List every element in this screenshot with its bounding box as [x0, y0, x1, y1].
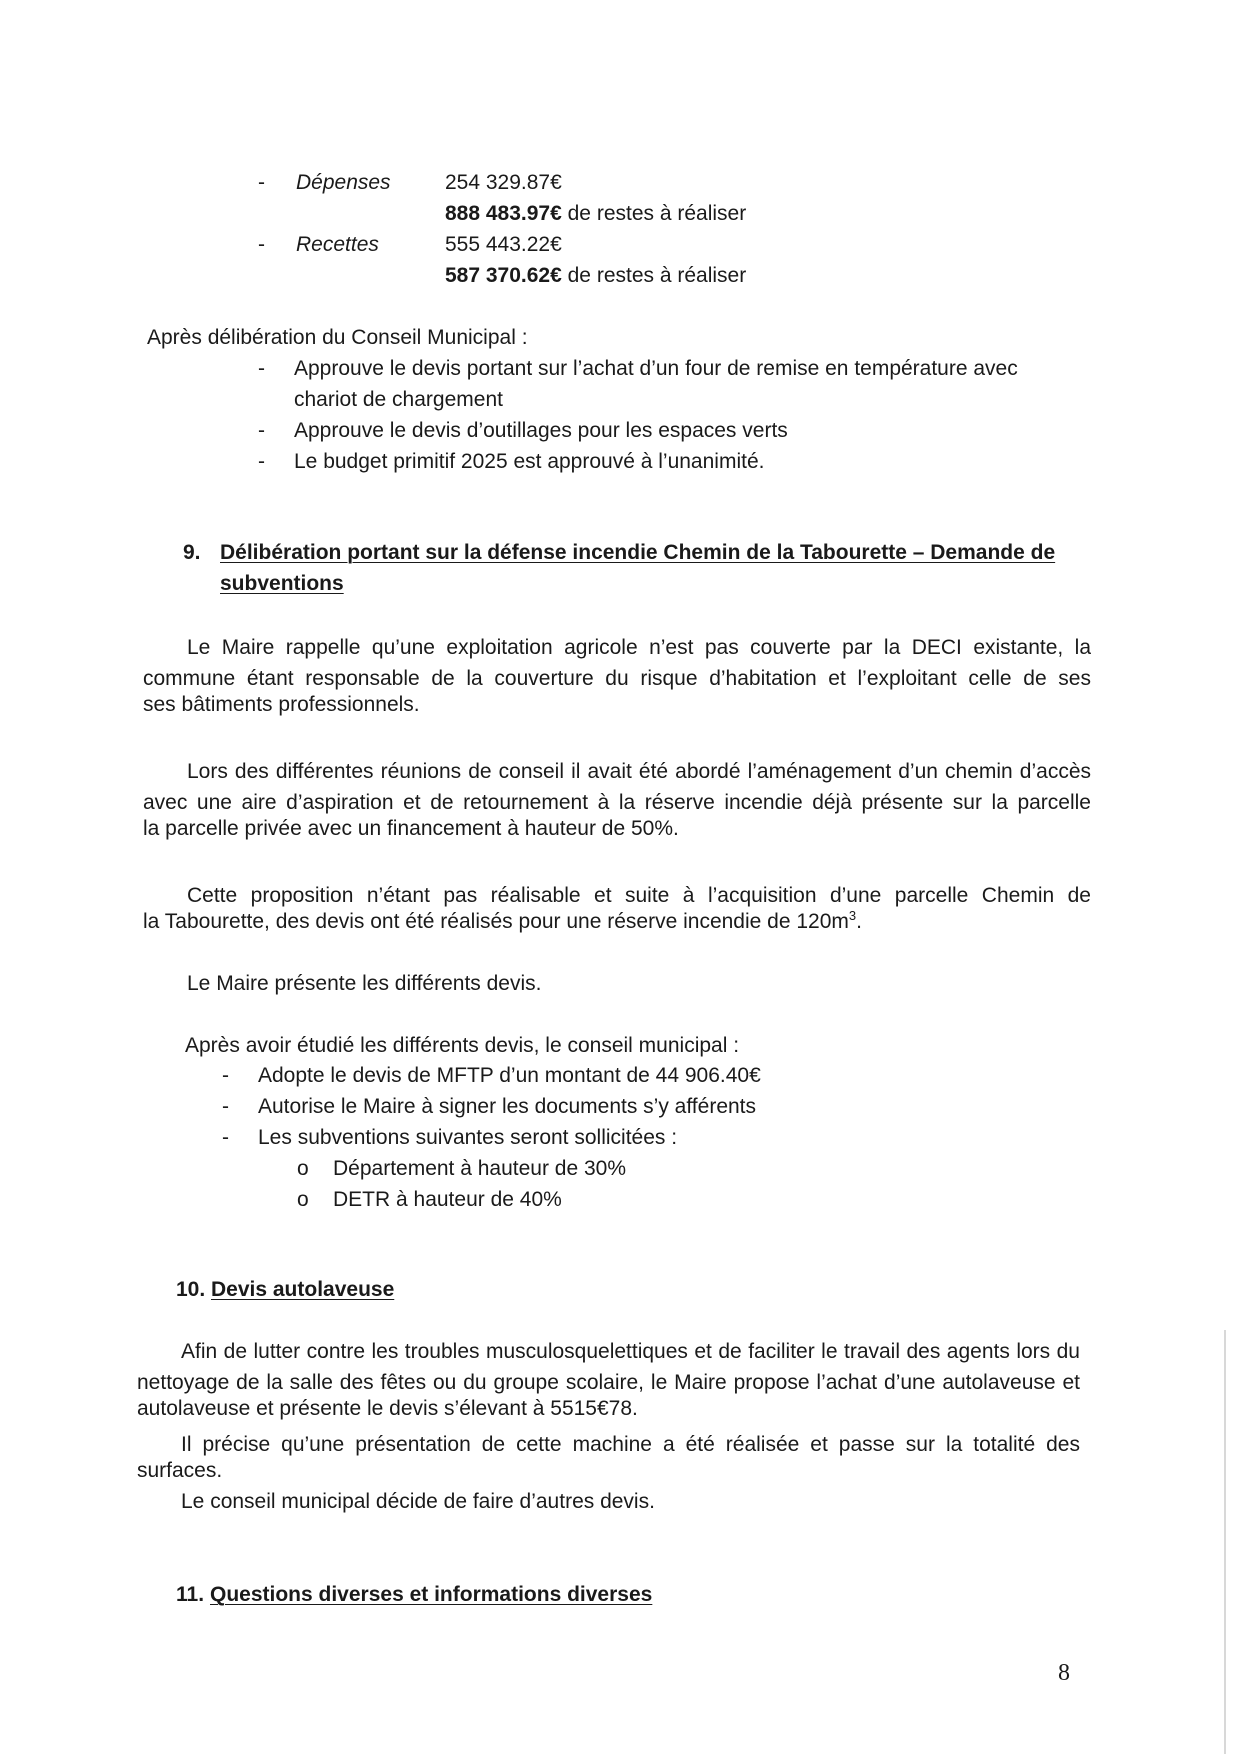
scan-edge-line — [1224, 1330, 1226, 1754]
list-dash: - — [258, 171, 265, 194]
section-10-paragraph: Il précise qu’une présentation de cette machine a été réalisée et passe sur la totalité des — [181, 1433, 1080, 1456]
section-9-paragraph: Après avoir étudié les différents devis, le conseil municipal : — [185, 1034, 740, 1057]
section-9-item: Autorise le Maire à signer les documents s’y afférents — [258, 1095, 757, 1118]
section-9-subitem: Département à hauteur de 30% — [333, 1157, 627, 1180]
sub-bullet: o — [297, 1157, 309, 1180]
depenses-rar-text: de restes à réaliser — [561, 202, 747, 225]
recettes-label: Recettes — [296, 233, 379, 256]
depenses-value: 254 329.87€ — [445, 171, 562, 194]
list-dash: - — [222, 1126, 229, 1149]
section-9-subitem: DETR à hauteur de 40% — [333, 1188, 562, 1211]
deliberation-item: Approuve le devis portant sur l’achat d’un four de remise en température avec — [294, 357, 1018, 380]
list-dash: - — [258, 233, 265, 256]
section-9-paragraph: Le Maire rappelle qu’une exploitation agricole n’est pas couverte par la DECI existante, la commune étant responsable de la couverture du risque d’habitation et l’exploitant celle de ses — [143, 636, 1091, 690]
sub-bullet: o — [297, 1188, 309, 1211]
recettes-rar-amount: 587 370.62€ — [445, 264, 562, 287]
depenses-rar-line — [445, 203, 746, 224]
recettes-rar-line — [445, 265, 746, 286]
section-10-paragraph: Le conseil municipal décide de faire d’autres devis. — [181, 1490, 655, 1513]
page-number: 8 — [1058, 1660, 1070, 1686]
list-dash: - — [258, 450, 265, 473]
section-9-paragraph-end: la parcelle privée avec un financement à hauteur de 50%. — [143, 817, 679, 840]
list-dash: - — [258, 357, 265, 380]
section-10-paragraph-end: autolaveuse et présente le devis s’élevant à 5515€78. — [137, 1397, 638, 1420]
section-9-paragraph-end: ses bâtiments professionnels. — [143, 693, 420, 716]
section-9-title: Délibération portant sur la défense incendie Chemin de la Tabourette – Demande de — [220, 541, 1056, 564]
depenses-rar-amount: 888 483.97€ — [445, 202, 562, 225]
list-dash: - — [222, 1095, 229, 1118]
list-dash: - — [258, 419, 265, 442]
section-10-number: 10. — [176, 1278, 206, 1301]
section-9-paragraph: Le Maire présente les différents devis. — [187, 972, 542, 995]
recettes-value: 555 443.22€ — [445, 233, 562, 256]
deliberation-item: Le budget primitif 2025 est approuvé à l’unanimité. — [294, 450, 765, 473]
section-10-title: Devis autolaveuse — [211, 1278, 395, 1301]
section-9-item: Les subventions suivantes seront sollicitées : — [258, 1126, 678, 1149]
section-9-item: Adopte le devis de MFTP d’un montant de 44 906.40€ — [258, 1064, 761, 1087]
list-dash: - — [222, 1064, 229, 1087]
section-11-number: 11. — [176, 1583, 205, 1606]
section-10-paragraph: Afin de lutter contre les troubles musculosquelettiques et de faciliter le travail des agents lors du nettoyage de la salle des fêtes ou du groupe scolaire, le Maire propose l’achat d’une autolaveuse et — [137, 1340, 1080, 1394]
section-9-paragraph-end — [143, 908, 862, 933]
paragraph-period: . — [856, 910, 862, 933]
superscript-3: 3 — [848, 908, 857, 923]
paragraph-text: la Tabourette, des devis ont été réalisés pour une réserve incendie de 120m — [143, 910, 849, 933]
section-11-title: Questions diverses et informations diverses — [210, 1583, 653, 1606]
recettes-rar-text: de restes à réaliser — [561, 264, 747, 287]
depenses-label: Dépenses — [296, 171, 391, 194]
section-9-paragraph: Cette proposition n’étant pas réalisable et suite à l’acquisition d’une parcelle Chemin de — [187, 884, 1091, 907]
section-10-paragraph-end: surfaces. — [137, 1459, 223, 1482]
section-9-paragraph: Lors des différentes réunions de conseil il avait été abordé l’aménagement d’un chemin d’accès avec une aire d’aspiration et de retournement à la réserve incendie déjà présente sur la parcelle — [143, 760, 1091, 814]
deliberation-item-continued: chariot de chargement — [294, 388, 503, 411]
section-9-number: 9. — [183, 541, 201, 564]
section-9-title-continued: subventions — [220, 572, 344, 595]
deliberation-intro: Après délibération du Conseil Municipal : — [147, 326, 528, 349]
deliberation-item: Approuve le devis d’outillages pour les espaces verts — [294, 419, 788, 442]
